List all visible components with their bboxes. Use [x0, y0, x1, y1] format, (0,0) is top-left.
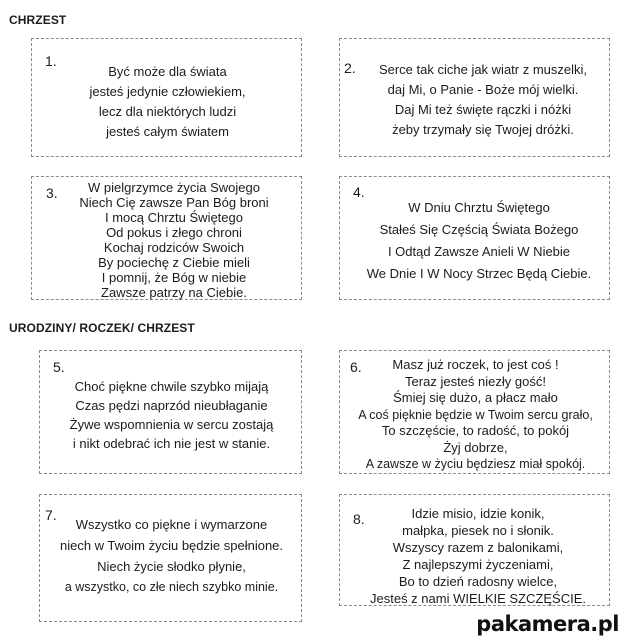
verse-text — [358, 60, 608, 140]
verse-line: We Dnie I W Nocy Strzec Będą Ciebie. — [366, 266, 592, 281]
verse-line: Zawsze patrzy na Ciebie. — [101, 285, 247, 300]
verse-line: Serce tak ciche jak wiatr z muszelki, — [378, 62, 588, 77]
verse-card-5 — [39, 350, 302, 474]
verse-number: 7. — [45, 507, 57, 523]
verse-text — [40, 377, 303, 453]
verse-text — [340, 357, 611, 473]
verse-line: lecz dla niektórych ludzi — [98, 104, 237, 119]
verse-number: 3. — [46, 185, 58, 201]
verse-number: 1. — [45, 53, 57, 69]
verse-card-2 — [339, 38, 610, 157]
verse-line: Być może dla świata — [108, 64, 227, 79]
verse-line: Teraz jesteś niezły gość! — [405, 373, 546, 389]
verse-line: jesteś całym światem — [106, 124, 229, 139]
verse-line: Jesteś z nami WIELKIE SZCZĘŚCIE. — [370, 591, 586, 606]
verse-line: daj Mi, o Panie - Boże mój wielki. — [387, 82, 579, 97]
verse-line: Żyj dobrze, — [443, 439, 508, 455]
verse-line: Żywe wspomnienia w sercu zostają — [69, 417, 274, 432]
pakamera-watermark — [476, 612, 619, 636]
verse-text — [32, 62, 303, 142]
watermark-tld: pl — [597, 612, 619, 636]
verse-number: 5. — [53, 359, 65, 375]
verse-line: niech w Twoim życiu będzie spełnione. — [59, 538, 284, 553]
verse-line: Kochaj rodziców Swoich — [103, 240, 245, 255]
verse-card-4 — [339, 176, 610, 300]
verse-line: Wszystko co piękne i wymarzone — [75, 517, 268, 532]
verse-line: a wszystko, co złe niech szybko minie. — [64, 580, 279, 594]
watermark-dot: . — [590, 612, 598, 636]
verse-line: I mocą Chrztu Świętego — [104, 210, 243, 225]
verse-line: W pielgrzymce życia Swojego — [88, 180, 260, 195]
verse-line: i nikt odebrać ich nie jest w stanie. — [72, 436, 271, 451]
watermark-name: pakamera — [476, 612, 591, 636]
verse-line: A zawsze w życiu będziesz miał spokój. — [365, 457, 586, 471]
verse-card-7 — [39, 494, 302, 622]
verse-line: I Odtąd Zawsze Anieli W Niebie — [387, 244, 571, 259]
verse-number: 8. — [353, 511, 365, 527]
verse-card-1 — [31, 38, 302, 157]
verse-line: jesteś jedynie człowiekiem, — [89, 84, 246, 99]
verse-line: Od pokus i złego chroni — [106, 225, 242, 240]
verse-line: Masz już roczek, to jest coś ! — [392, 357, 559, 372]
verse-line: Śmiej się dużo, a płacz mało — [393, 390, 558, 405]
verse-text — [352, 197, 606, 285]
verse-line: Niech życie słodko płynie, — [97, 559, 246, 574]
verse-text — [54, 180, 294, 300]
verse-line: To szczęście, to radość, to pokój — [381, 423, 570, 438]
verse-number: 2. — [344, 60, 356, 76]
verse-card-8 — [339, 494, 610, 606]
verse-line: Daj Mi też święte rączki i nóżki — [394, 102, 572, 117]
verse-line: Czas pędzi naprzód nieubłaganie — [75, 398, 268, 413]
verse-line: A coś pięknie będzie w Twoim sercu grało, — [358, 407, 593, 422]
section-heading-chrzest: CHRZEST — [9, 13, 67, 27]
verse-line: Wszyscy razem z balonikami, — [392, 540, 564, 555]
verse-line: Z najlepszymi życzeniami, — [402, 557, 554, 572]
verse-line: żeby trzymały się Twojej dróżki. — [392, 122, 574, 137]
verse-line: Choć piękne chwile szybko mijają — [74, 379, 269, 394]
verse-line: Niech Cię zawsze Pan Bóg broni — [79, 195, 269, 210]
verse-number: 4. — [353, 184, 365, 200]
verse-line: Bo to dzień radosny wielce, — [398, 574, 558, 589]
verse-line: W Dniu Chrztu Świętego — [408, 200, 550, 215]
section-heading-urodziny: URODZINY/ ROCZEK/ CHRZEST — [9, 321, 195, 335]
verse-number: 6. — [350, 359, 362, 375]
verse-card-3 — [31, 176, 302, 300]
verse-line: małpka, piesek no i słonik. — [402, 523, 554, 538]
verse-text — [348, 505, 608, 607]
verse-line: Idzie misio, idzie konik, — [411, 506, 545, 521]
verse-line: I pomnij, że Bóg w niebie — [101, 270, 247, 285]
verse-card-6 — [339, 350, 610, 474]
verse-text — [40, 514, 303, 598]
verse-line: By pociechę z Ciebie mieli — [98, 255, 250, 270]
verse-line: Stałeś Się Częścią Świata Bożego — [379, 222, 579, 237]
